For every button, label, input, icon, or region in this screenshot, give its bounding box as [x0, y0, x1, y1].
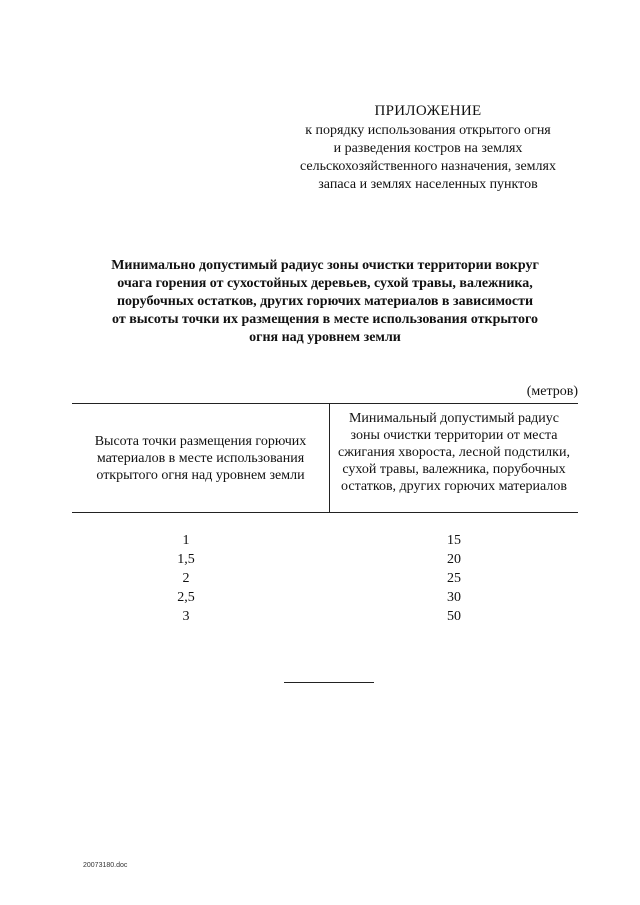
title-line: огня над уровнем земли	[249, 330, 401, 345]
cell-radius: 30	[447, 590, 461, 605]
units-label: (метров)	[526, 384, 578, 399]
table-row	[72, 550, 578, 569]
appendix-line: сельскохозяйственного назначения, землях	[300, 159, 556, 174]
cell-height: 1	[182, 533, 190, 548]
table-row	[72, 531, 578, 550]
cell-radius: 50	[447, 609, 461, 624]
table-row	[72, 569, 578, 588]
appendix-line: запаса и землях населенных пунктов	[318, 177, 538, 192]
header-height: Высота точки размещения горючих материалов в месте использования открытого огня над уровнем земли	[72, 404, 330, 512]
table-body	[72, 531, 578, 626]
cell-height: 1,5	[177, 552, 195, 567]
document-title	[70, 257, 580, 347]
table-row	[72, 588, 578, 607]
appendix-line: и разведения костров на землях	[333, 141, 523, 156]
header-radius: Минимальный допустимый радиус зоны очистки территории от места сжигания хвороста, лесной подстилки, сухой травы, валежника, порубочных остатков, других горючих материалов	[338, 411, 570, 494]
cell-radius: 20	[447, 552, 461, 567]
appendix-line: к порядку использования открытого огня	[305, 123, 551, 138]
title-line: Минимально допустимый радиус зоны очистки территории вокруг	[111, 258, 539, 273]
table-header-row	[72, 403, 578, 513]
cell-radius: 15	[447, 533, 461, 548]
title-line: от высоты точки их размещения в месте использования открытого	[112, 312, 538, 327]
title-line: очага горения от сухостойных деревьев, сухой травы, валежника,	[117, 276, 533, 291]
cell-radius: 25	[447, 571, 461, 586]
cell-height: 3	[182, 609, 190, 624]
cell-height: 2	[182, 571, 190, 586]
cell-height: 2,5	[177, 590, 195, 605]
appendix-block	[258, 102, 598, 194]
table-row	[72, 607, 578, 626]
file-name-footer: 20073180.doc	[83, 862, 128, 869]
title-line: порубочных остатков, других горючих материалов в зависимости	[116, 294, 534, 309]
radius-table	[72, 403, 578, 626]
appendix-heading: ПРИЛОЖЕНИЕ	[374, 103, 482, 119]
end-divider	[284, 682, 374, 683]
